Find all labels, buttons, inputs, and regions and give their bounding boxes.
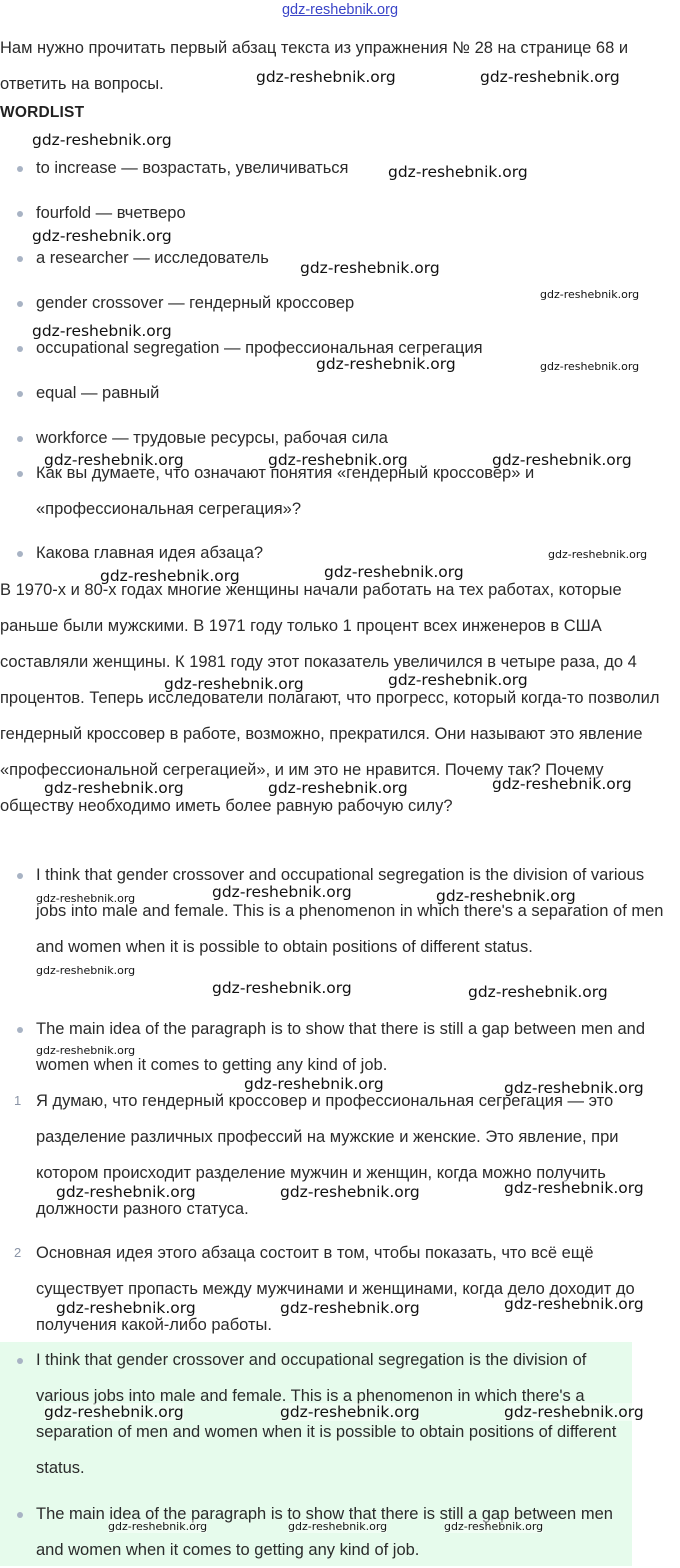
watermark: gdz-reshebnik.org (504, 1079, 644, 1097)
bullet-icon (17, 391, 23, 397)
watermark: gdz-reshebnik.org (480, 68, 620, 86)
watermark: gdz-reshebnik.org (316, 355, 456, 373)
watermark: gdz-reshebnik.org (280, 1183, 420, 1201)
watermark: gdz-reshebnik.org (44, 451, 184, 469)
watermark: gdz-reshebnik.org (36, 1044, 136, 1057)
watermark: gdz-reshebnik.org (56, 1183, 196, 1201)
watermark: gdz-reshebnik.org (388, 671, 528, 689)
watermark: gdz-reshebnik.org (468, 983, 608, 1001)
question-text: Какова главная идея абзаца? (36, 544, 264, 562)
watermark: gdz-reshebnik.org (44, 1403, 184, 1421)
bullet-icon (17, 211, 23, 217)
watermark: gdz-reshebnik.org (444, 1520, 544, 1533)
bullet-icon (17, 436, 23, 442)
wordlist-entry: equal — равный (36, 384, 160, 402)
watermark: gdz-reshebnik.org (324, 563, 464, 581)
watermark: gdz-reshebnik.org (256, 68, 396, 86)
bullet-icon (17, 166, 23, 172)
watermark: gdz-reshebnik.org (300, 259, 440, 277)
answer-text: Основная идея этого абзаца состоит в том, чтобы показать, что всё ещё существует пропасть между мужчинами и женщинами, когда дело доходит до получения какой-либо работы. (36, 1244, 635, 1334)
watermark: gdz-reshebnik.org (212, 883, 352, 901)
bullet-icon (17, 471, 23, 477)
bullet-icon (17, 1027, 23, 1033)
wordlist-entry: fourfold — вчетверо (36, 204, 186, 222)
bullet-icon (17, 1512, 23, 1518)
watermark: gdz-reshebnik.org (540, 360, 640, 373)
item-number: 1 (14, 1093, 22, 1108)
watermark: gdz-reshebnik.org (388, 163, 528, 181)
watermark: gdz-reshebnik.org (36, 892, 136, 905)
watermark: gdz-reshebnik.org (280, 1403, 420, 1421)
watermark: gdz-reshebnik.org (504, 1179, 644, 1197)
watermark: gdz-reshebnik.org (268, 451, 408, 469)
watermark: gdz-reshebnik.org (548, 548, 648, 561)
source-paragraph: В 1970-х и 80-х годах многие женщины начали работать на тех работах, которые раньше были мужскими. В 1971 году только 1 процент всех инженеров в США составляли женщины. К 1981 году этот показатель увеличился в четыре раза, до 4 процентов. Теперь исследователи полагают, что прогресс, который когда-то позволил гендерный кроссовер в работе, возможно, прекратился. Они называют это явление «профессиональной сегрегацией», и им это не нравится. Почему так? Почему обществу необходимо иметь более равную рабочую силу? (0, 581, 660, 815)
bullet-icon (17, 256, 23, 262)
wordlist-entry: workforce — трудовые ресурсы, рабочая сила (36, 429, 388, 447)
watermark: gdz-reshebnik.org (436, 887, 576, 905)
wordlist-entry: to increase — возрастать, увеличиваться (36, 159, 349, 177)
watermark: gdz-reshebnik.org (540, 288, 640, 301)
watermark: gdz-reshebnik.org (108, 1520, 208, 1533)
watermark: gdz-reshebnik.org (32, 227, 172, 245)
watermark: gdz-reshebnik.org (36, 964, 136, 977)
bullet-icon (17, 1358, 23, 1364)
watermark: gdz-reshebnik.org (492, 775, 632, 793)
watermark: gdz-reshebnik.org (56, 1299, 196, 1317)
wordlist-heading: WORDLIST (0, 104, 85, 121)
watermark: gdz-reshebnik.org (44, 779, 184, 797)
watermark: gdz-reshebnik.org (100, 567, 240, 585)
answer-text: I think that gender crossover and occupational segregation is the division of various jobs into male and female. This is a phenomenon in which there's a separation of men and women when it is possible to obtain positions of different status. (36, 1351, 617, 1477)
watermark: gdz-reshebnik.org (32, 322, 172, 340)
wordlist-entry: gender crossover — гендерный кроссовер (36, 294, 355, 312)
watermark: gdz-reshebnik.org (504, 1403, 644, 1421)
watermark: gdz-reshebnik.org (280, 1299, 420, 1317)
answer-text: Я думаю, что гендерный кроссовер и профессиональная сегрегация — это разделение различных профессий на мужские и женские. Это явление, при котором происходит разделение мужчин и женщин, когда можно получить должности разного статуса. (36, 1092, 619, 1218)
watermark: gdz-reshebnik.org (32, 131, 172, 149)
watermark: gdz-reshebnik.org (504, 1295, 644, 1313)
bullet-icon (17, 346, 23, 352)
bullet-icon (17, 301, 23, 307)
answer-text: The main idea of the paragraph is to show that there is still a gap between men and women when it comes to getting any kind of job. (36, 1505, 613, 1559)
watermark: gdz-reshebnik.org (244, 1075, 384, 1093)
bullet-icon (17, 873, 23, 879)
item-number: 2 (14, 1245, 22, 1260)
intro-text: Нам нужно прочитать первый абзац текста из упражнения № 28 на странице 68 и ответить на вопросы. (0, 39, 629, 93)
wordlist-entry: occupational segregation — профессиональная сегрегация (36, 339, 483, 357)
watermark: gdz-reshebnik.org (288, 1520, 388, 1533)
answer-text: I think that gender crossover and occupational segregation is the division of various jobs into male and female. This is a phenomenon in which there's a separation of men and women when it is possible to obtain positions of different status. (36, 866, 664, 956)
watermark: gdz-reshebnik.org (268, 779, 408, 797)
site-link[interactable]: gdz-reshebnik.org (281, 2, 399, 18)
answer-text: The main idea of the paragraph is to show that there is still a gap between men and women when it comes to getting any kind of job. (36, 1020, 646, 1074)
wordlist-entry: a researcher — исследователь (36, 249, 269, 267)
watermark: gdz-reshebnik.org (212, 979, 352, 997)
question-text: Как вы думаете, что означают понятия «гендерный кроссовер» и «профессиональная сегрегация»? (36, 464, 535, 518)
bullet-icon (17, 551, 23, 557)
watermark: gdz-reshebnik.org (164, 675, 304, 693)
watermark: gdz-reshebnik.org (492, 451, 632, 469)
